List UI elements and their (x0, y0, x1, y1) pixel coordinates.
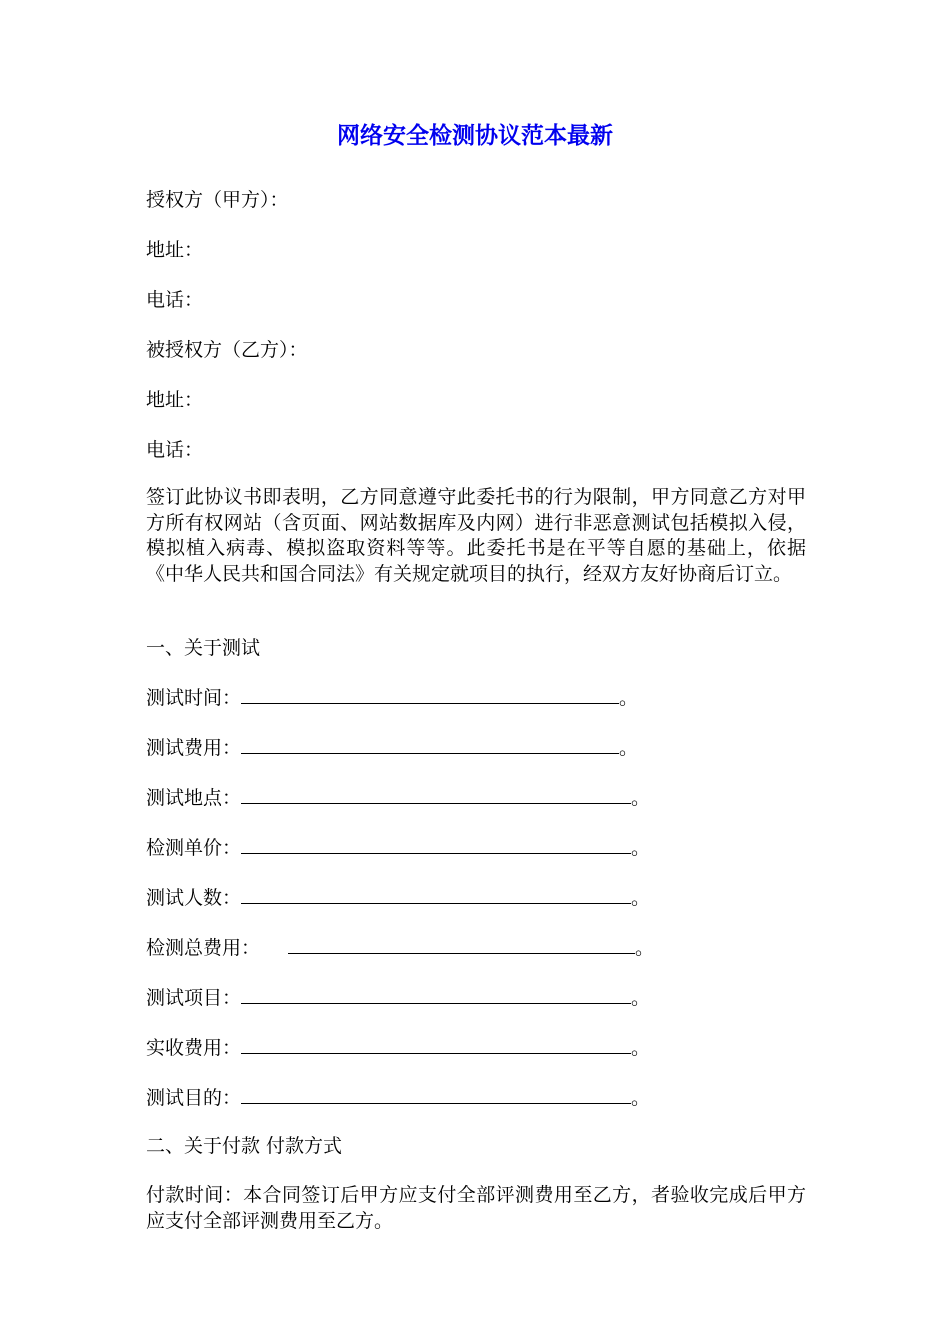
field-label: 检测单价： (146, 837, 242, 859)
fill-blank (241, 885, 631, 904)
field-label: 测试时间： (146, 687, 242, 709)
fill-blank (241, 735, 619, 754)
fill-blank (241, 835, 631, 854)
party-a-label: 授权方（甲方）： (146, 189, 289, 211)
field-test-purpose (146, 1085, 650, 1111)
field-end: 。 (631, 1087, 651, 1109)
field-label: 测试地点： (146, 787, 242, 809)
intro-paragraph: 签订此协议书即表明，乙方同意遵守此委托书的行为限制，甲方同意乙方对甲方所有权网站（含页面、网站数据库及内网）进行非恶意测试包括模拟入侵，模拟植入病毒、模拟盗取资料等等。此委托书是在平等自愿的基础上，依据《中华人民共和国合同法》有关规定就项目的执行，经双方友好协商后订立。 (146, 486, 806, 585)
section1-heading: 一、关于测试 (146, 637, 261, 659)
party-a-phone: 电话： (146, 289, 204, 311)
field-test-items (146, 985, 650, 1011)
field-label: 测试人数： (146, 887, 242, 909)
field-end: 。 (619, 737, 639, 759)
payment-paragraph: 付款时间：本合同签订后甲方应支付全部评测费用至乙方，者验收完成后甲方应支付全部评测费用至乙方。 (146, 1184, 806, 1232)
field-end: 。 (635, 937, 655, 959)
fill-blank (241, 1035, 631, 1054)
fill-blank (241, 985, 631, 1004)
fill-blank (288, 935, 635, 954)
party-a-address: 地址： (146, 239, 204, 261)
field-end: 。 (631, 787, 651, 809)
field-received-fee (146, 1035, 650, 1061)
field-label: 测试项目： (146, 987, 242, 1009)
party-b-label: 被授权方（乙方）： (146, 339, 308, 361)
party-b-address: 地址： (146, 389, 204, 411)
fill-blank (241, 785, 631, 804)
field-label: 检测总费用： (146, 937, 261, 959)
fill-blank (241, 1085, 631, 1104)
field-end: 。 (631, 1037, 651, 1059)
field-end: 。 (631, 887, 651, 909)
field-test-fee (146, 735, 638, 761)
field-test-time (146, 685, 638, 711)
field-test-headcount (146, 885, 650, 911)
fill-blank (241, 685, 619, 704)
field-end: 。 (619, 687, 639, 709)
party-b-phone: 电话： (146, 439, 204, 461)
field-label: 测试费用： (146, 737, 242, 759)
field-unit-price (146, 835, 650, 861)
section2-heading: 二、关于付款 付款方式 (146, 1135, 343, 1157)
field-end: 。 (631, 837, 651, 859)
field-test-location (146, 785, 650, 811)
field-label: 实收费用： (146, 1037, 242, 1059)
field-total-fee (146, 935, 654, 961)
document-title: 网络安全检测协议范本最新 (337, 123, 613, 149)
field-label: 测试目的： (146, 1087, 242, 1109)
field-end: 。 (631, 987, 651, 1009)
